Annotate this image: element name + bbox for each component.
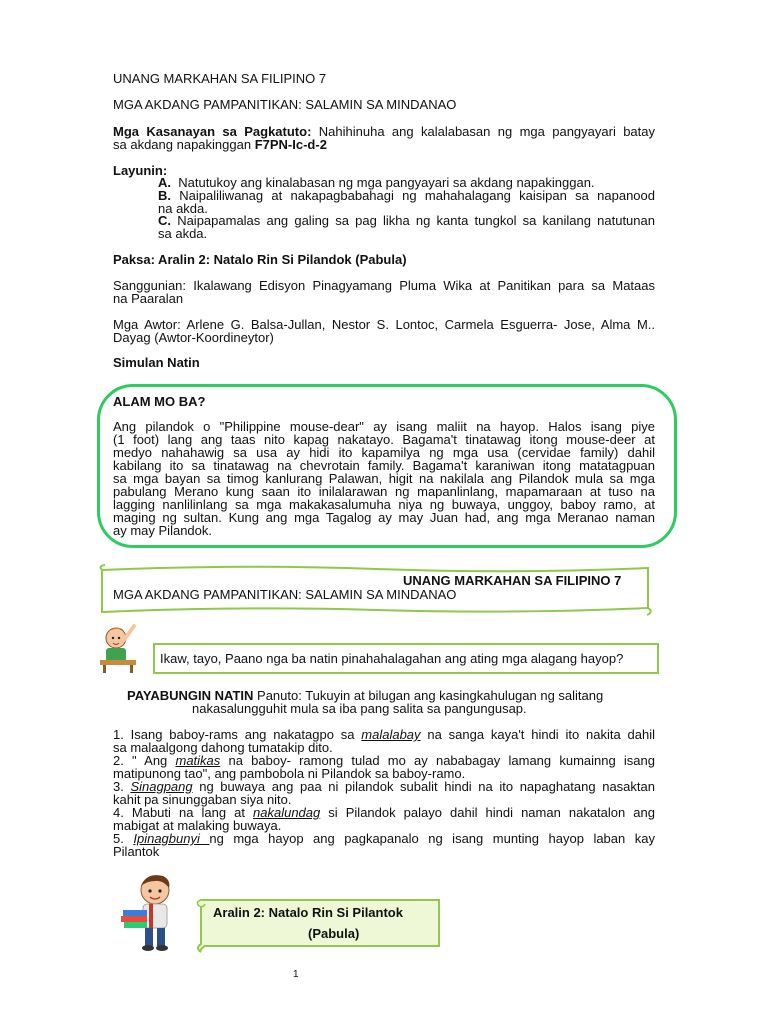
underlined-word: nakalundag xyxy=(253,805,321,820)
paragraph-line: medyo nahahawig sa usa ay hidi ito kapamilya ng mga usa (cervidae family) dahil xyxy=(113,445,655,460)
paragraph-line: Ang pilandok o "Philippine mouse-dear" ay isang maliit na hayop. Halos isang piye xyxy=(113,419,655,434)
item-text: 1. Isang baboy-rams ang nakatagpo sa xyxy=(113,727,362,742)
simulan-heading: Simulan Natin xyxy=(113,355,200,370)
layunin-item-c-cont: sa akda. xyxy=(158,226,208,241)
page-number: 1 xyxy=(293,969,299,980)
layunin-item-c xyxy=(158,214,655,227)
paragraph-line: pabulang Merano kung saan ito inilalarawan ng mapanlinlang, mapamaraan at tuso na xyxy=(113,484,655,499)
paragraph-line: sa mga bayan sa timog kanlurang Palawan, higit na nakilala ang Pilandok mula sa mga xyxy=(113,471,655,486)
layunin-text: Natutukoy ang kinalabasan ng mga pangyayari sa akdang napakinggan. xyxy=(178,175,595,190)
payabungin-line2: nakasalungguhit mula sa iba pang salita sa pangungusap. xyxy=(192,701,527,716)
prompt-question: Ikaw, tayo, Paano nga ba natin pinahahalagahan ang ating mga alagang hayop? xyxy=(160,651,624,666)
exercise-item-cont: mabigat at malaking buwaya. xyxy=(113,818,282,833)
kasanayan-text2: sa akdang napakinggan xyxy=(113,137,255,152)
aralin-title: Aralin 2: Natalo Rin Si Pilantok xyxy=(213,905,403,920)
sanggunian-line2: na Paaralan xyxy=(113,291,184,306)
awtor-line1: Mga Awtor: Arlene G. Balsa-Jullan, Nestor S. Lontoc, Carmela Esguerra- Jose, Alma M.. xyxy=(113,317,655,332)
layunin-text: Naipapamalas ang galing sa pag likha ng kanta tungkol sa kanilang natutunan xyxy=(177,213,655,228)
underlined-word: matikas xyxy=(175,753,221,768)
item-text: ng mga hayop ang pagkapanalo ng isang munting hayop laban kay xyxy=(209,831,655,846)
paragraph-line: ay may Pilandok. xyxy=(113,523,212,538)
kasanayan-code: F7PN-Ic-d-2 xyxy=(254,137,327,152)
document-title: UNANG MARKAHAN SA FILIPINO 7 xyxy=(113,71,327,86)
paragraph-line: maging ng sultan. Kung ang mga Tagalog ay may Juan had, ang mga Meranao naman xyxy=(113,510,655,525)
document-subtitle: MGA AKDANG PAMPANITIKAN: SALAMIN SA MINDANAO xyxy=(113,97,457,112)
item-text: 3. xyxy=(113,779,131,794)
exercise-item-cont: matipunong tao", ang pambobola ni Pilandok sa baboy-ramo. xyxy=(113,766,466,781)
underlined-word: malalabay xyxy=(361,727,421,742)
item-text: 5. xyxy=(113,831,134,846)
awtor-line2: Dayag (Awtor-Koordineytor) xyxy=(113,330,274,345)
layunin-text: Naipaliliwanag at nakapagbabahagi ng mahahalagang kaisipan sa napanood xyxy=(179,188,655,203)
banner-title: UNANG MARKAHAN SA FILIPINO 7 xyxy=(403,573,622,588)
item-text: si Pilandok palayo dahil hindi naman nakatalon ang xyxy=(320,805,655,820)
layunin-letter: A. xyxy=(158,175,171,190)
exercise-item-cont: kahit pa sinunggaban siya nito. xyxy=(113,792,292,807)
alam-mo-ba-heading: ALAM MO BA? xyxy=(113,394,206,409)
underlined-word: Ipinagbunyi xyxy=(133,831,210,846)
item-text: 4. Mabuti na lang at xyxy=(113,805,254,820)
kasanayan-label: Mga Kasanayan sa Pagkatuto: xyxy=(113,124,312,139)
layunin-letter: C. xyxy=(158,213,171,228)
paragraph-line: kabilang ito sa tinatawag na chevrotain family. Bagama't karaniwan itong matatagpuan xyxy=(113,458,655,473)
item-text: na sanga kaya't hindi ito nakita dahil xyxy=(420,727,655,742)
item-text: ng buwaya ang paa ni pilandok subalit hindi na ito napaghatang nasaktan xyxy=(192,779,655,794)
exercise-item-cont: Pilantok xyxy=(113,844,160,859)
paragraph-line: (1 foot) lang ang taas nito kapag nakatayo. Bagama't tinatawag itong mouse-deer at xyxy=(113,432,655,447)
banner-subtitle: MGA AKDANG PAMPANITIKAN: SALAMIN SA MINDANAO xyxy=(113,587,457,602)
item-text: na baboy- ramong tulad mo ay nababagay lamang kumainng isang xyxy=(220,753,655,768)
exercise-list xyxy=(113,728,655,858)
item-text: 2. " Ang xyxy=(113,753,176,768)
alam-mo-ba-paragraph xyxy=(113,420,655,537)
sanggunian-line1: Sanggunian: Ikalawang Edisyon Pinagyamang Pluma Wika at Panitikan para sa Mataas xyxy=(113,278,655,293)
underlined-word: Sinagpang xyxy=(130,779,193,794)
paragraph-line: lagging nanlilinlang sa mga makakasalumuha niya ng buwaya, unggoy, baboy ramo, at xyxy=(113,497,655,512)
paksa-heading: Paksa: Aralin 2: Natalo Rin Si Pilandok (Pabula) xyxy=(113,252,407,267)
aralin-subtitle: (Pabula) xyxy=(308,926,360,941)
student-with-books-illustration xyxy=(117,870,189,954)
kasanayan-line2 xyxy=(113,138,327,151)
kasanayan-text1: Nahihinuha ang kalalabasan ng mga pangyayari batay xyxy=(311,124,656,139)
exercise-item-cont: sa malaalgong dahong tumatakip dito. xyxy=(113,740,333,755)
layunin-heading: Layunin: xyxy=(113,163,168,178)
student-raising-hand-illustration xyxy=(94,620,148,674)
layunin-item-b-cont: na akda. xyxy=(158,201,208,216)
exercise-item xyxy=(113,832,655,845)
layunin-item-b xyxy=(158,189,655,202)
layunin-letter: B. xyxy=(158,188,171,203)
payabungin-instruction: Panuto: Tukuyin at bilugan ang kasingkahulugan ng salitang xyxy=(253,688,604,703)
payabungin-heading: PAYABUNGIN NATIN xyxy=(127,688,254,703)
